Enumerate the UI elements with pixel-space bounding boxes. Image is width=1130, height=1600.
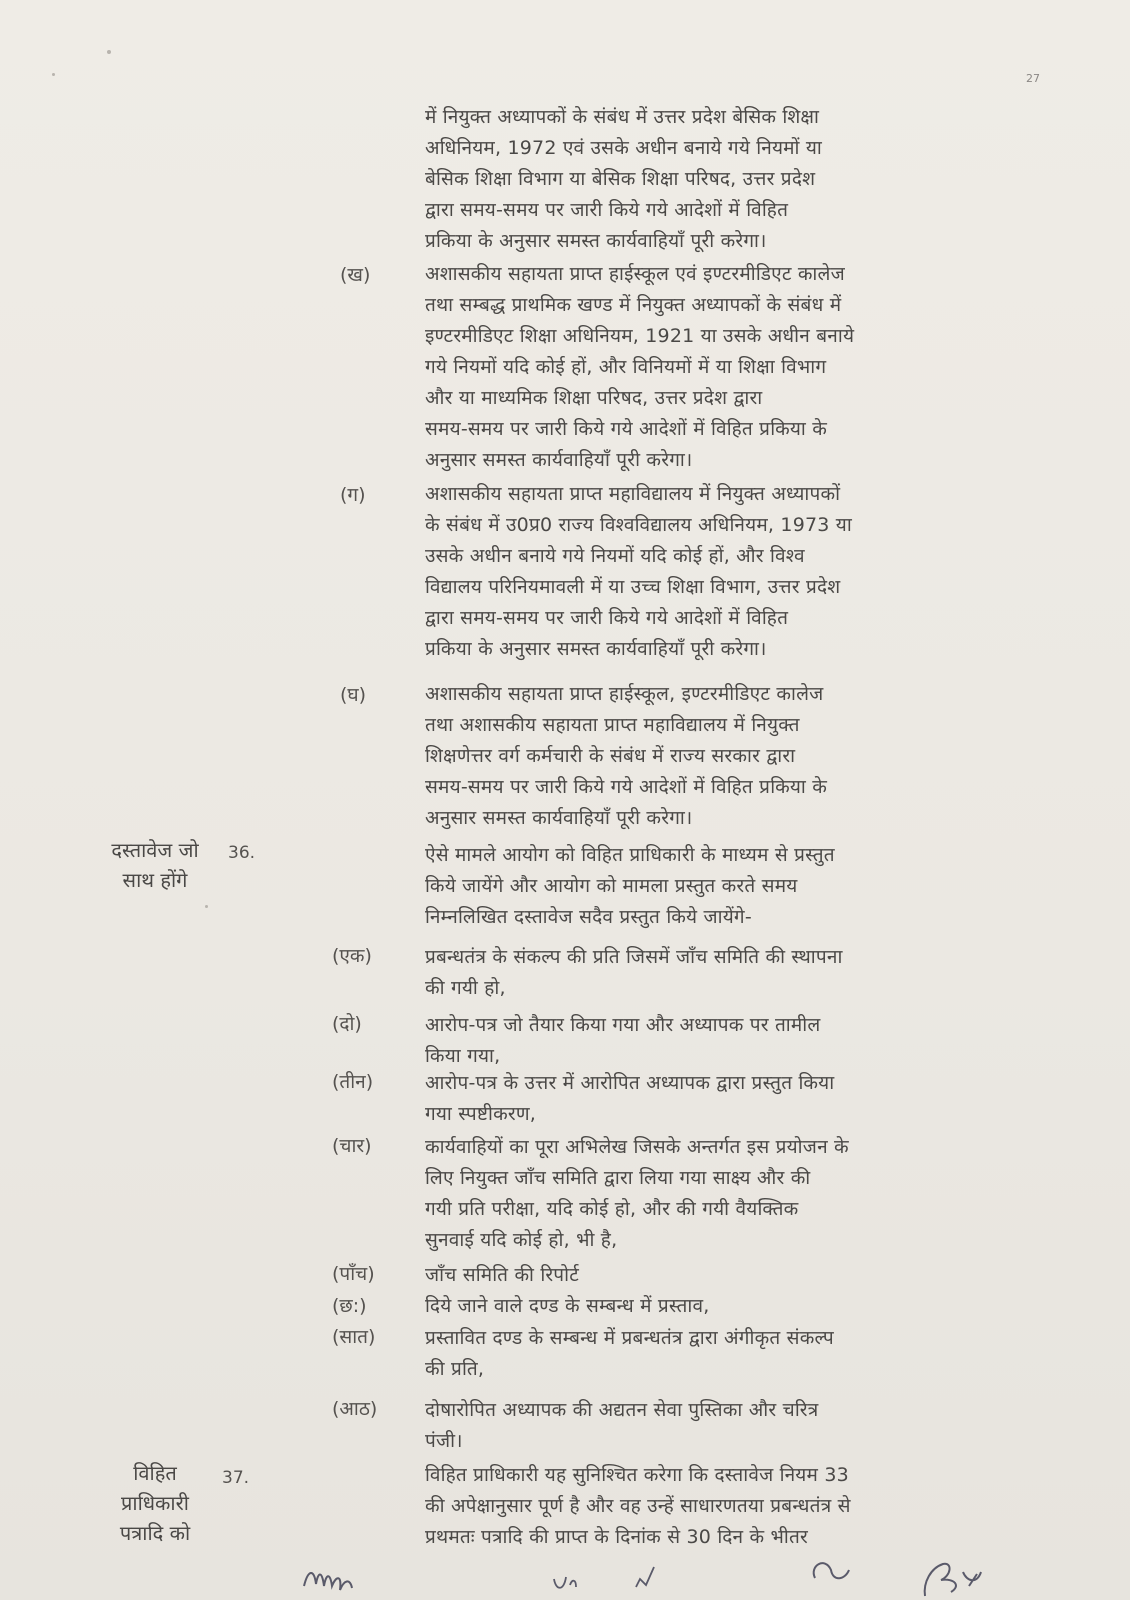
margin-title-line: विहित [133,1461,177,1485]
text-line: अधिनियम, 1972 एवं उसके अधीन बनाये गये नियमों या [425,137,823,159]
text-line: निम्नलिखित दस्तावेज सदैव प्रस्तुत किये जायेंगे- [425,906,752,928]
item-label: (सात) [332,1326,376,1348]
text-line: के संबंध में उ0प्र0 राज्य विश्वविद्यालय अधिनियम, 1973 या [425,514,852,536]
text-line: की अपेक्षानुसार पूर्ण है और वह उन्हें साधारणतया प्रबन्धतंत्र से [425,1495,851,1517]
text-line: अनुसार समस्त कार्यवाहियाँ पूरी करेगा। [425,449,693,471]
handwritten-initials-left [300,1560,380,1596]
text-line: तथा सम्बद्ध प्राथमिक खण्ड में नियुक्त अध्यापकों के संबंध में [425,294,842,316]
text-line: उसके अधीन बनाये गये नियमों यदि कोई हों, और विश्व [425,545,805,567]
text-line: गयी प्रति परीक्षा, यदि कोई हो, और की गयी वैयक्तिक [425,1198,799,1220]
item-label: (तीन) [332,1071,374,1093]
scan-speck [107,50,111,54]
text-line: द्वारा समय-समय पर जारी किये गये आदेशों में विहित [425,199,789,221]
text-line: इण्टरमीडिएट शिक्षा अधिनियम, 1921 या उसके अधीन बनाये [425,325,855,347]
text-line: विहित प्राधिकारी यह सुनिश्चित करेगा कि दस्तावेज नियम 33 [425,1464,849,1486]
item-label: (दो) [332,1013,362,1035]
text-line: प्रकिया के अनुसार समस्त कार्यवाहियाँ पूरी करेगा। [425,230,767,252]
text-line: अशासकीय सहायता प्राप्त हाईस्कूल एवं इण्टरमीडिएट कालेज [425,263,845,285]
text-line: प्रथमतः पत्रादि की प्राप्त के दिनांक से 30 दिन के भीतर [425,1526,809,1548]
handwritten-signature-right [805,1552,985,1598]
text-line: किया गया, [425,1045,501,1067]
text-line: अशासकीय सहायता प्राप्त महाविद्यालय में नियुक्त अध्यापकों [425,483,841,505]
rule-37-margin-title [100,1458,210,1548]
scan-speck [205,905,208,908]
text-line: गया स्पष्टीकरण, [425,1103,537,1125]
margin-title-line: दस्तावेज जो [111,838,199,862]
text-line: दिये जाने वाले दण्ड के सम्बन्ध में प्रस्ताव, [425,1295,710,1317]
margin-title-line: साथ होंगे [122,868,188,892]
item-label: (आठ) [332,1398,378,1420]
page-number: 27 [1026,72,1040,85]
text-line: समय-समय पर जारी किये गये आदेशों में विहित प्रकिया के [425,776,828,798]
text-line: गये नियमों यदि कोई हों, और विनियमों में या शिक्षा विभाग [425,356,827,378]
margin-title-line: पत्रादि को [119,1521,191,1545]
rule-number: 36. [228,843,256,863]
clause-label: (ग) [340,484,366,506]
text-line: लिए नियुक्त जाँच समिति द्वारा लिया गया साक्ष्य और की [425,1167,811,1189]
text-line: द्वारा समय-समय पर जारी किये गये आदेशों में विहित [425,607,789,629]
item-label: (एक) [332,945,372,967]
text-line: तथा अशासकीय सहायता प्राप्त महाविद्यालय में नियुक्त [425,714,800,736]
text-line: जाँच समिति की रिपोर्ट [425,1264,579,1286]
text-line: शिक्षणेत्तर वर्ग कर्मचारी के संबंध में राज्य सरकार द्वारा [425,745,796,767]
scan-speck [52,73,55,76]
text-line: सुनवाई यदि कोई हो, भी है, [425,1229,618,1251]
text-line: आरोप-पत्र जो तैयार किया गया और अध्यापक पर तामील [425,1014,821,1036]
text-line: में नियुक्त अध्यापकों के संबंध में उत्तर प्रदेश बेसिक शिक्षा [425,106,820,128]
text-line: प्रस्तावित दण्ड के सम्बन्ध में प्रबन्धतंत्र द्वारा अंगीकृत संकल्प [425,1327,834,1349]
margin-title-line: प्राधिकारी [121,1491,189,1515]
item-label: (छ:) [332,1295,367,1317]
rule-36-margin-title [95,835,215,895]
rule-number: 37. [222,1468,250,1488]
text-line: विद्यालय परिनियमावली में या उच्च शिक्षा विभाग, उत्तर प्रदेश [425,576,841,598]
clause-label: (घ) [340,684,367,706]
text-line: प्रबन्धतंत्र के संकल्प की प्रति जिसमें जाँच समिति की स्थापना [425,946,843,968]
text-line: अनुसार समस्त कार्यवाहियाँ पूरी करेगा। [425,807,693,829]
text-line: समय-समय पर जारी किये गये आदेशों में विहित प्रकिया के [425,418,828,440]
text-line: अशासकीय सहायता प्राप्त हाईस्कूल, इण्टरमीडिएट कालेज [425,683,824,705]
text-line: पंजी। [425,1430,463,1452]
item-label: (पाँच) [332,1263,375,1285]
text-line: किये जायेंगे और आयोग को मामला प्रस्तुत करते समय [425,875,798,897]
text-line: कार्यवाहियों का पूरा अभिलेख जिसके अन्तर्गत इस प्रयोजन के [425,1136,849,1158]
text-line: की गयी हो, [425,977,506,999]
clause-label: (ख) [340,264,371,286]
text-line: ऐसे मामले आयोग को विहित प्राधिकारी के माध्यम से प्रस्तुत [425,844,835,866]
text-line: दोषारोपित अध्यापक की अद्यतन सेवा पुस्तिका और चरित्र [425,1399,819,1421]
handwritten-mark-center [550,1565,670,1597]
text-line: आरोप-पत्र के उत्तर में आरोपित अध्यापक द्वारा प्रस्तुत किया [425,1072,835,1094]
text-line: और या माध्यमिक शिक्षा परिषद, उत्तर प्रदेश द्वारा [425,387,763,409]
text-line: प्रकिया के अनुसार समस्त कार्यवाहियाँ पूरी करेगा। [425,638,767,660]
item-label: (चार) [332,1135,372,1157]
text-line: बेसिक शिक्षा विभाग या बेसिक शिक्षा परिषद, उत्तर प्रदेश [425,168,816,190]
text-line: की प्रति, [425,1358,485,1380]
